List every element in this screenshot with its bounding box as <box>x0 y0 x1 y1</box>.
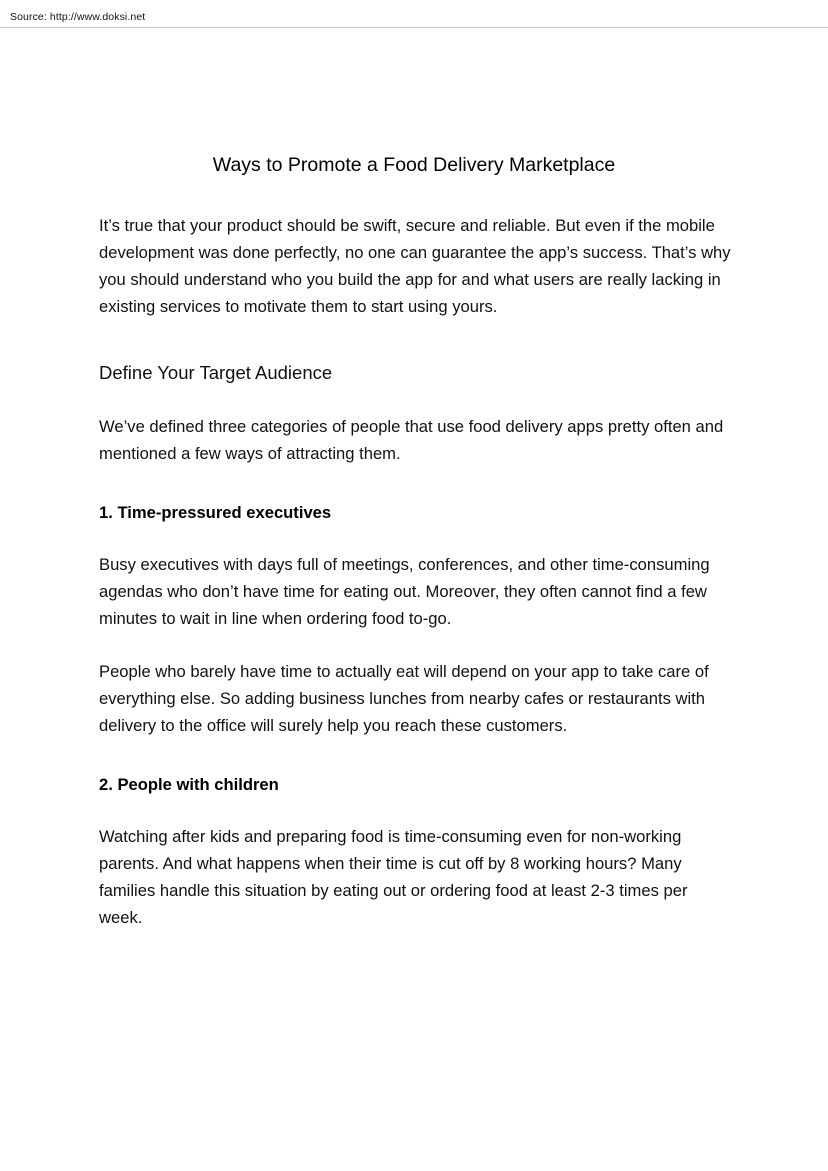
document-page <box>0 28 828 1171</box>
section-intro-paragraph: We’ve defined three categories of people that use food delivery apps pretty often and mentioned a few ways of attracting them. <box>99 417 724 463</box>
page-title: Ways to Promote a Food Delivery Marketplace <box>212 154 616 177</box>
document-body <box>99 212 731 957</box>
source-label: Source: http://www.doksi.net <box>10 11 146 23</box>
paragraph-executives-1: Busy executives with days full of meetings, conferences, and other time-consuming agendas who don’t have time for eating out. Moreover, they often cannot find a few minutes to wait in line when ordering food to-go. <box>99 555 710 628</box>
paragraph-executives-2: People who barely have time to actually eat will depend on your app to take care of everything else. So adding business lunches from nearby cafes or restaurants with delivery to the office will surely help you reach these customers. <box>99 662 709 735</box>
subheading-people-with-children: 2. People with children <box>99 775 279 794</box>
section-heading-target-audience: Define Your Target Audience <box>99 362 333 383</box>
paragraph-children-1: Watching after kids and preparing food is time-consuming even for non-working parents. And what happens when their time is cut off by 8 working hours? Many families handle this situation by eating out or ordering food at least 2-3 times per week. <box>99 827 688 927</box>
subheading-time-pressured-executives: 1. Time-pressured executives <box>99 503 332 522</box>
source-bar <box>0 0 828 28</box>
intro-paragraph: It’s true that your product should be swift, secure and reliable. But even if the mobile development was done perfectly, no one can guarantee the app’s success. That’s why you should understand who you build the app for and what users are really lacking in existing services to motivate them to start using yours. <box>99 216 731 316</box>
